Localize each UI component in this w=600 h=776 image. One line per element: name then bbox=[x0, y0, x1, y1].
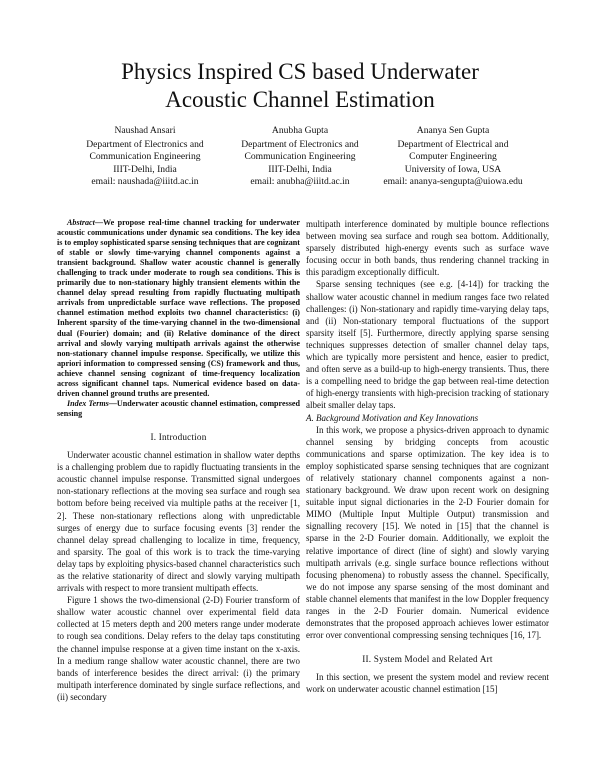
author-block-3 bbox=[363, 125, 543, 189]
section-heading-introduction: I. Introduction bbox=[150, 431, 207, 442]
author-email: email: naushada@iiitd.ac.in bbox=[91, 176, 199, 188]
index-terms-label: Index Terms bbox=[67, 398, 109, 408]
body-paragraph-4: In this section, we present the system model and review recent work on underwater acoustic channel estimation [15] bbox=[306, 672, 549, 695]
author-dept-line1: Department of Electrical and bbox=[397, 138, 509, 150]
author-dept-line2: Communication Engineering bbox=[244, 151, 356, 163]
paper-title bbox=[0, 58, 600, 114]
left-column bbox=[57, 218, 300, 703]
intro-paragraph-2: Figure 1 shows the two-dimensional (2-D) Fourier transform of shallow water acoustic channel over experimental field data collected at 15 meters depth and 200 meters range under moderate to rough sea conditions. Delay refers to the delay taps constituting the channel impulse response at a given time instant on the x-axis. In a medium range shallow water acoustic channel, there are two bands of interference besides the direct arrival: (i) the primary multipath interference dominated by single surface reflections, and (ii) secondary bbox=[57, 595, 300, 702]
author-name: Ananya Sen Gupta bbox=[416, 125, 490, 136]
index-terms-text: —Underwater acoustic channel estimation, compressed sensing bbox=[57, 398, 300, 418]
author-institution: IIIT-Delhi, India bbox=[113, 163, 177, 175]
abstract-text: —We propose real-time channel tracking for underwater acoustic communications under dynamic sea conditions. The key idea is to employ sophisticated sparse sensing techniques that are cognizant of stable or slowly time-varying channel components against a transient background. Shallow water acoustic channel is generally challenging to track under moderate to rough sea conditions. This is primarily due to non-stationary highly transient elements within the channel delay spread resulting from rapidly fluctuating multipath arrivals from unpredictable surface wave reflections. The proposed channel estimation method exploits two channel characteristics: (i) Inherent sparsity of the time-varying channel in the two-dimensional dual (Fourier) domain; and (ii) Relative dominance of the direct arrival and slowly varying multipath arrivals against the otherwise non-stationary channel impulse response. Specifically, we utilize this apriori information to compressed sensing (CS) framework and thus, achieve channel sensing cognizant of time-frequency localization across significant channel taps. Numerical evidence based on data-driven channel ground truths are presented. bbox=[57, 218, 300, 398]
abstract bbox=[57, 218, 300, 419]
right-column bbox=[306, 218, 549, 696]
body-paragraph-1: multipath interference dominated by multiple bounce reflections between moving sea surface and rough sea bottom. Additionally, sparsely distributed high-energy events such as surface wave focusing occur in both bands, thus rendering channel tracking in this paradigm exceptionally difficult. bbox=[306, 219, 549, 278]
author-dept-line2: Computer Engineering bbox=[409, 151, 497, 163]
body-paragraph-3: In this work, we propose a physics-driven approach to dynamic channel sensing by bridging concepts from acoustic communications and sparse optimization. The key idea is to employ sophisticated sparse sensing techniques that are cognizant of relatively stationary channel components against a non-stationary background. We draw upon recent work on designing suitable input signal dictionaries in the 2-D Fourier domain for MIMO (Multiple Input Multiple Output) transmission and signalling recovery [15]. We noted in [15] that the channel is sparse in the 2-D Fourier domain. Additionally, we exploit the relative importance of direct (line of sight) and slowly varying multipath arrivals (e.g. single surface bounce reflections without focusing phenomena) to robustly assess the channel. Specifically, we do not impose any sparse sensing of the most dominant and stable channel elements that manifest in the low Doppler frequency ranges in the 2-D Fourier domain. Numerical evidence demonstrates that the proposed approach achieves lower estimator error over conventional compressing sensing techniques [16, 17]. bbox=[306, 424, 549, 641]
author-dept-line1: Department of Electronics and bbox=[241, 138, 359, 150]
author-email: email: ananya-sengupta@uiowa.edu bbox=[383, 176, 523, 188]
abstract-label: Abstract bbox=[67, 218, 95, 227]
intro-paragraph-1: Underwater acoustic channel estimation in shallow water depths is a challenging problem due to rapidly fluctuating transients in the acoustic channel impulse response. Transmitted signal undergoes non-stationary reflections at the moving sea surface and rough sea bottom before being received via multiple paths at the receiver [1, 2]. These non-stationary reflections along with unpredictable surges of energy due to surface focusing events [3] render the channel delay spread challenging to localize in time, frequency, and sparsity. The goal of this work is to track the time-varying delay taps by exploiting physics-based channel characteristics such as the relative stationarity of direct and slowly varying multipath arrivals with respect to more transient multipath effects. bbox=[57, 450, 300, 594]
author-dept-line2: Communication Engineering bbox=[89, 151, 201, 163]
author-dept-line1: Department of Electronics and bbox=[86, 138, 204, 150]
author-block-1 bbox=[55, 125, 235, 189]
title-line-2: Acoustic Channel Estimation bbox=[165, 87, 435, 112]
author-institution: IIIT-Delhi, India bbox=[268, 163, 332, 175]
author-email: email: anubha@iiitd.ac.in bbox=[250, 176, 350, 188]
body-paragraph-2: Sparse sensing techniques (see e.g. [4-14]) for tracking the shallow water acoustic channel in medium ranges face two related challenges: (i) Non-stationary and rapidly time-varying delay taps, and (ii) Non-stationary temporal fluctuations of the support sparsity itself [5]. Furthermore, directly applying sparse sensing techniques suppresses detection of smaller channel delay taps, which are typically more persistent and hence, easier to predict, and often serve as a build-up to high-energy transients. Thus, there is a compelling need to bridge the gap between real-time detection of high-energy transients with high-precision tracking of stationary albeit smaller delay taps. bbox=[306, 279, 549, 411]
author-name: Anubha Gupta bbox=[271, 125, 329, 136]
author-name: Naushad Ansari bbox=[114, 125, 176, 136]
section-heading-system-model: II. System Model and Related Art bbox=[362, 654, 493, 665]
subsection-heading-background: A. Background Motivation and Key Innovations bbox=[306, 412, 479, 423]
title-line-1: Physics Inspired CS based Underwater bbox=[121, 59, 479, 84]
author-institution: University of Iowa, USA bbox=[404, 163, 502, 175]
